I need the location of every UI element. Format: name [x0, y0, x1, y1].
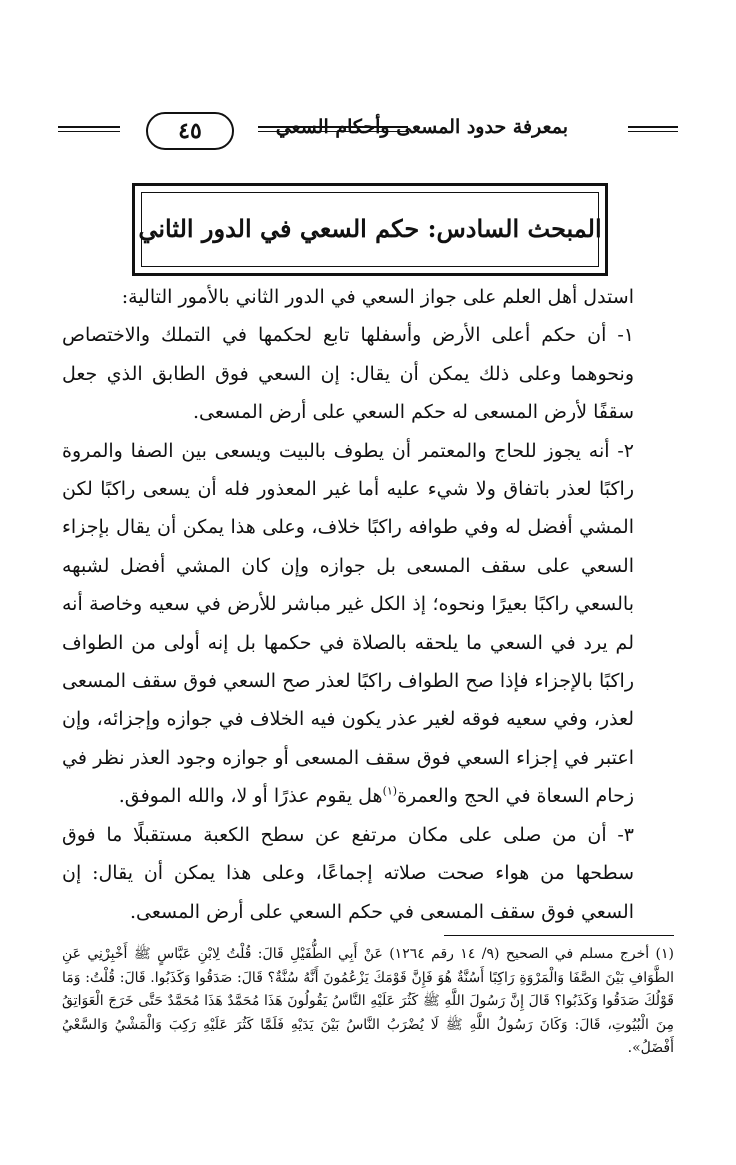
point-2-text: ٢- أنه يجوز للحاج والمعتمر أن يطوف بالبيت ويسعى بين الصفا والمروة راكبًا لعذر باتفاق ولا شيء عليه أما غير المعذور فله أن يسعى راكبًا لكن المشي أفضل له وفي طوافه راكبًا خلاف، وعلى هذا يمكن أن يقال بإجزاء السعي على سقف المسعى بل جوازه وإن كان المشي أفضل لشبهه بالسعي راكبًا بعيرًا ونحوه؛ إذ الكل غير مباشر للأرض في سعيه وخاصة أنه لم يرد في السعي ما يلحقه بالصلاة في حكمها بل إنه أولى من الطواف راكبًا بالإجزاء فإذا صح الطواف راكبًا لعذر صح السعي فوق سقف المسعى لعذر، وفي سعيه فوقه لغير عذر يكون فيه الخلاف في جوازه وإجزائه، وإن اعتبر في إجزاء السعي فوق سقف المسعى أو جوازه وجود العذر نظر في زحام السعاة في الحج والعمرة [62, 439, 634, 808]
section-title-box [132, 183, 608, 276]
main-text [62, 278, 674, 931]
footnote-separator [444, 935, 674, 936]
point-1-paragraph: ١- أن حكم أعلى الأرض وأسفلها تابع لحكمها في التملك والاختصاص ونحوهما وعلى ذلك يمكن أن يقال: إن السعي فوق الطابق الذي جعل سقفًا لأرض المسعى له حكم السعي على أرض المسعى. [62, 324, 634, 424]
footnote-text: (١) أخرج مسلم في الصحيح (٩/ ١٤ رقم ١٢٦٤) عَنْ أَبِي الطُّفَيْلِ قَالَ: قُلْتُ لِابْنِ عَبَّاسٍ ﷺ أَخْبِرْنِي عَنِ الطَّوَافِ بَيْنَ الصَّفَا وَالْمَرْوَةِ رَاكِبًا أَسُنَّةٌ هُوَ فَإِنَّ قَوْمَكَ يَزْعُمُونَ أَنَّهُ سُنَّةٌ؟ قَالَ: صَدَقُوا وَكَذَبُوا. قَالَ: قُلْتُ: وَمَا قَوْلُكَ صَدَقُوا وَكَذَبُوا؟ قَالَ إِنَّ رَسُولَ اللَّهِ ﷺ كَثُرَ عَلَيْهِ النَّاسُ يَقُولُونَ هَذَا مُحَمَّدٌ هَذَا مُحَمَّدٌ حَتَّى خَرَجَ الْعَوَاتِقُ مِنَ الْبُيُوتِ، قَالَ: وَكَانَ رَسُولُ اللَّهِ ﷺ لَا يُضْرَبُ النَّاسُ بَيْنَ يَدَيْهِ فَلَمَّا كَثُرَ عَلَيْهِ رَكِبَ وَالْمَشْيُ وَالسَّعْيُ أَفْضَلُ». [62, 946, 675, 1056]
header-rule-left [58, 126, 120, 132]
point-2-text-end: هل يقوم عذرًا أو لا، والله الموفق. [118, 785, 383, 808]
footnote [62, 943, 674, 1061]
section-title: المبحث السادس: حكم السعي في الدور الثاني [138, 214, 602, 243]
footnote-marker[interactable]: (١) [382, 784, 398, 798]
point-3-paragraph: ٣- أن من صلى على مكان مرتفع عن سطح الكعبة مستقبلًا ما فوق سطحها من هواء صحت صلاته إجماعًا، وعلى هذا يمكن أن يقال: إن السعي فوق سقف المسعى في حكم السعي على أرض المسعى. [62, 823, 634, 923]
page-number: ٤٥ [146, 112, 234, 150]
point-2-paragraph [62, 432, 674, 816]
header-rule-right [628, 126, 678, 132]
page-header [58, 112, 678, 152]
running-title: بمعرفة حدود المسعى وأحكام السعي [275, 116, 568, 138]
intro-paragraph: استدل أهل العلم على جواز السعي في الدور الثاني بالأمور التالية: [121, 286, 634, 308]
